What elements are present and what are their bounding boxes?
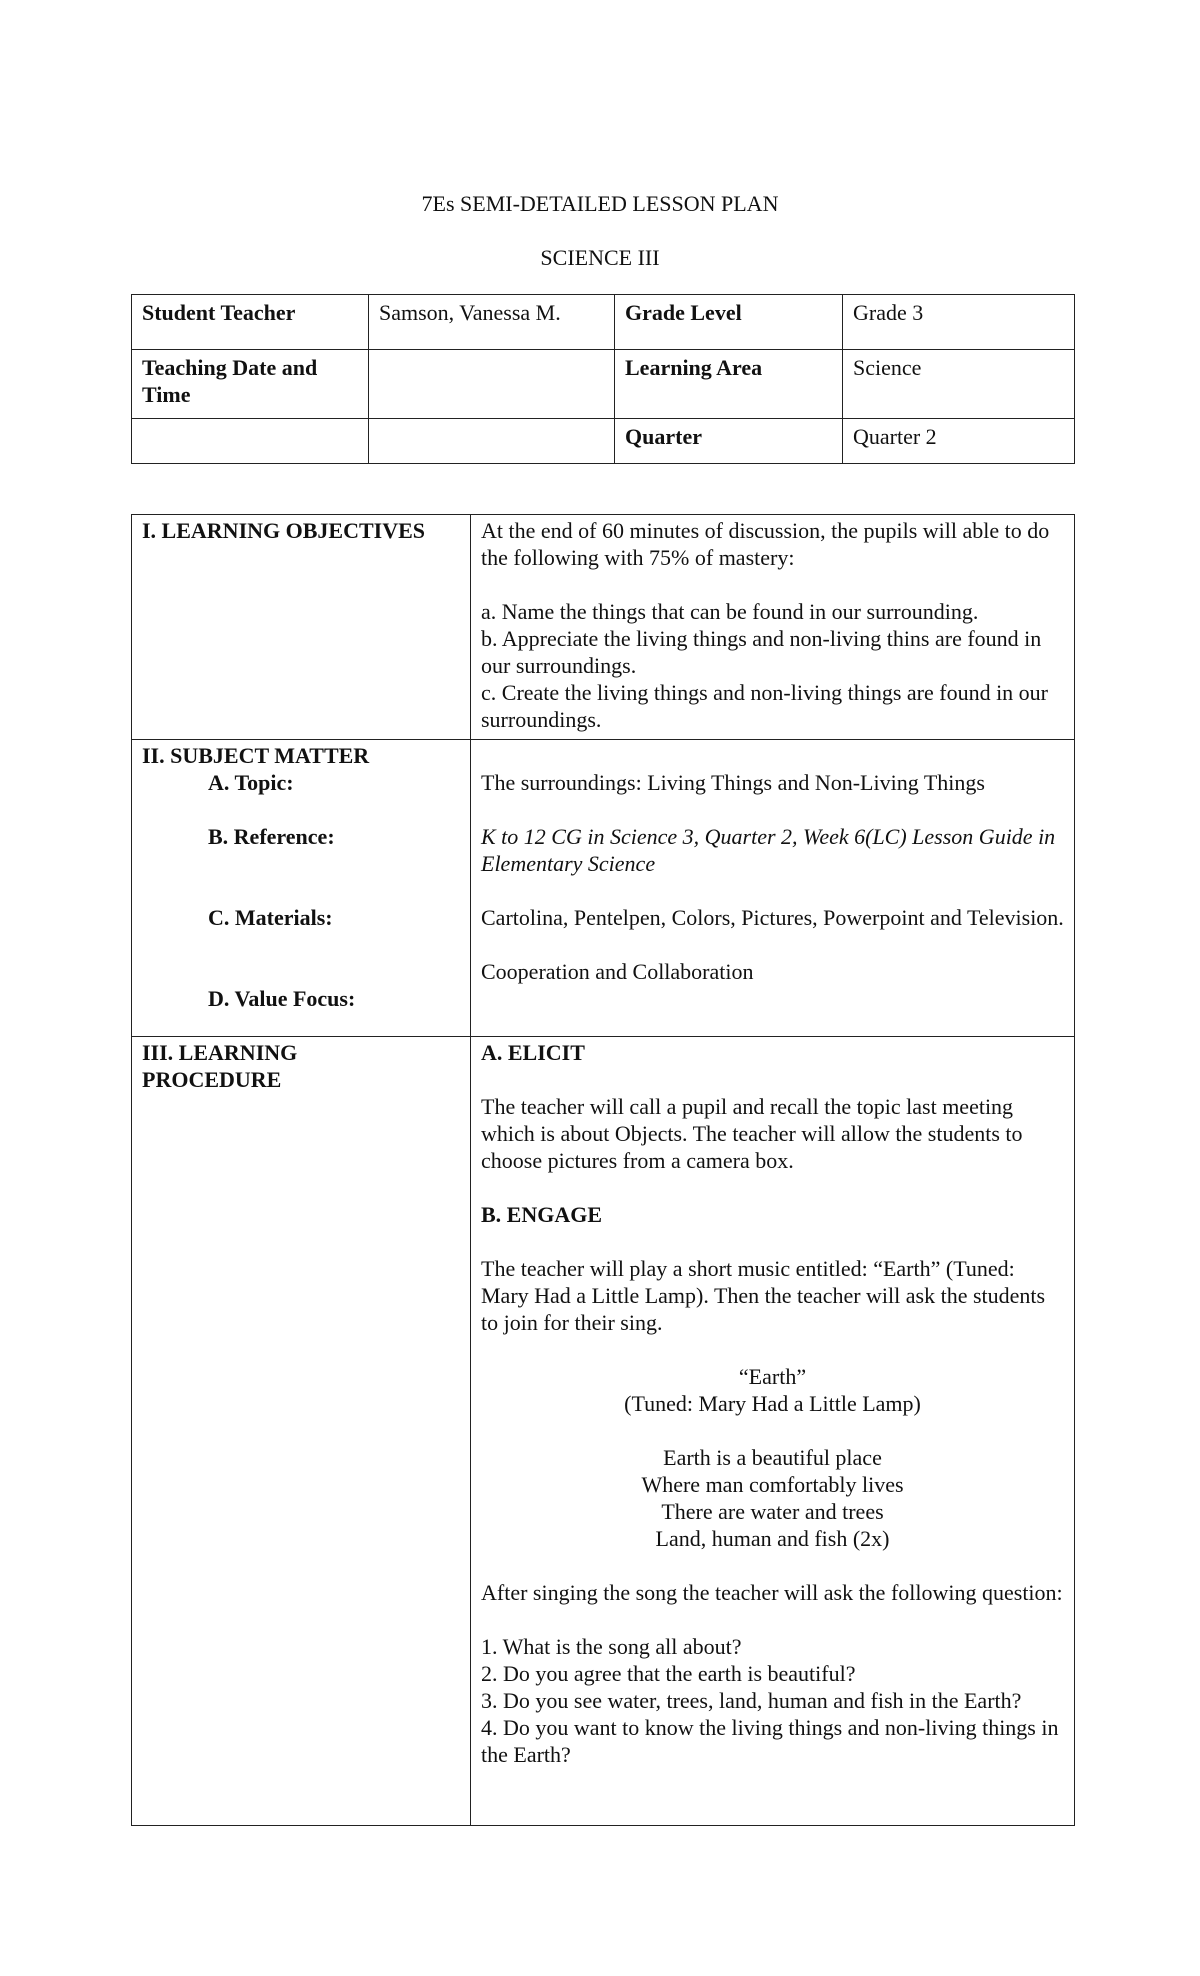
info-row [132, 419, 1075, 464]
quarter-label: Quarter [615, 419, 843, 464]
teaching-date-label: Teaching Date and Time [132, 350, 369, 419]
procedure-heading: III. LEARNING PROCEDURE [142, 1040, 298, 1092]
info-row [132, 295, 1075, 350]
lesson-plan-table [131, 514, 1075, 1826]
topic-value: The surroundings: Living Things and Non-Living Things [481, 770, 985, 795]
empty-cell [132, 419, 369, 464]
grade-level-value: Grade 3 [843, 295, 1075, 350]
objectives-intro: At the end of 60 minutes of discussion, the pupils will able to do the following with 75% of mastery: [481, 518, 1050, 570]
procedure-content-cell [471, 1037, 1075, 1826]
grade-level-label: Grade Level [615, 295, 843, 350]
value-focus-value: Cooperation and Collaboration [481, 959, 754, 984]
materials-value: Cartolina, Pentelpen, Colors, Pictures, Powerpoint and Television. [481, 905, 1064, 930]
reference-label: B. Reference: [208, 824, 335, 849]
subject-matter-heading-cell [132, 740, 471, 1037]
reference-value: K to 12 CG in Science 3, Quarter 2, Week 6(LC) Lesson Guide in Elementary Science [481, 824, 1056, 876]
objective-item: a. Name the things that can be found in our surrounding. [481, 599, 979, 624]
elicit-text: The teacher will call a pupil and recall the topic last meeting which is about Objects. The teacher will allow the students to choose pictures from a camera box. [481, 1094, 1023, 1173]
song-line: Earth is a beautiful place [663, 1445, 882, 1470]
teaching-date-value [369, 350, 615, 419]
learning-area-label: Learning Area [615, 350, 843, 419]
subject-matter-content-cell [471, 740, 1075, 1037]
objective-item: c. Create the living things and non-living things are found in our surroundings. [481, 680, 1049, 732]
info-row [132, 350, 1075, 419]
objectives-content-cell [471, 515, 1075, 740]
subject-matter-heading: II. SUBJECT MATTER [142, 743, 370, 768]
song-line: Where man comfortably lives [641, 1472, 904, 1497]
objectives-row [132, 515, 1075, 740]
procedure-heading-cell [132, 1037, 471, 1826]
student-teacher-value: Samson, Vanessa M. [369, 295, 615, 350]
info-table [131, 294, 1075, 464]
empty-cell [369, 419, 615, 464]
objectives-heading-cell [132, 515, 471, 740]
song-title: “Earth” [738, 1364, 807, 1389]
topic-label: A. Topic: [208, 770, 294, 795]
question-item: 2. Do you agree that the earth is beautiful? [481, 1661, 856, 1686]
engage-heading: B. ENGAGE [481, 1202, 603, 1227]
student-teacher-label: Student Teacher [132, 295, 369, 350]
elicit-heading: A. ELICIT [481, 1040, 585, 1065]
document-title: 7Es SEMI-DETAILED LESSON PLAN [421, 191, 779, 216]
procedure-row [132, 1037, 1075, 1826]
quarter-value: Quarter 2 [843, 419, 1075, 464]
value-focus-label: D. Value Focus: [208, 986, 356, 1011]
document-subtitle: SCIENCE III [540, 245, 660, 270]
learning-area-value: Science [843, 350, 1075, 419]
subject-matter-row [132, 740, 1075, 1037]
objective-item: b. Appreciate the living things and non-living thins are found in our surroundings. [481, 626, 1042, 678]
question-item: 1. What is the song all about? [481, 1634, 742, 1659]
song-line: Land, human and fish (2x) [655, 1526, 890, 1551]
question-item: 3. Do you see water, trees, land, human and fish in the Earth? [481, 1688, 1022, 1713]
engage-text: The teacher will play a short music entitled: “Earth” (Tuned: Mary Had a Little Lamp). Then the teacher will ask the students to join for their sing. [481, 1256, 1046, 1335]
song-line: There are water and trees [661, 1499, 884, 1524]
question-item: 4. Do you want to know the living things and non-living things in the Earth? [481, 1715, 1059, 1767]
after-song-text: After singing the song the teacher will ask the following question: [481, 1580, 1063, 1605]
objectives-heading: I. LEARNING OBJECTIVES [142, 518, 426, 543]
song-tune: (Tuned: Mary Had a Little Lamp) [624, 1391, 921, 1416]
materials-label: C. Materials: [208, 905, 333, 930]
